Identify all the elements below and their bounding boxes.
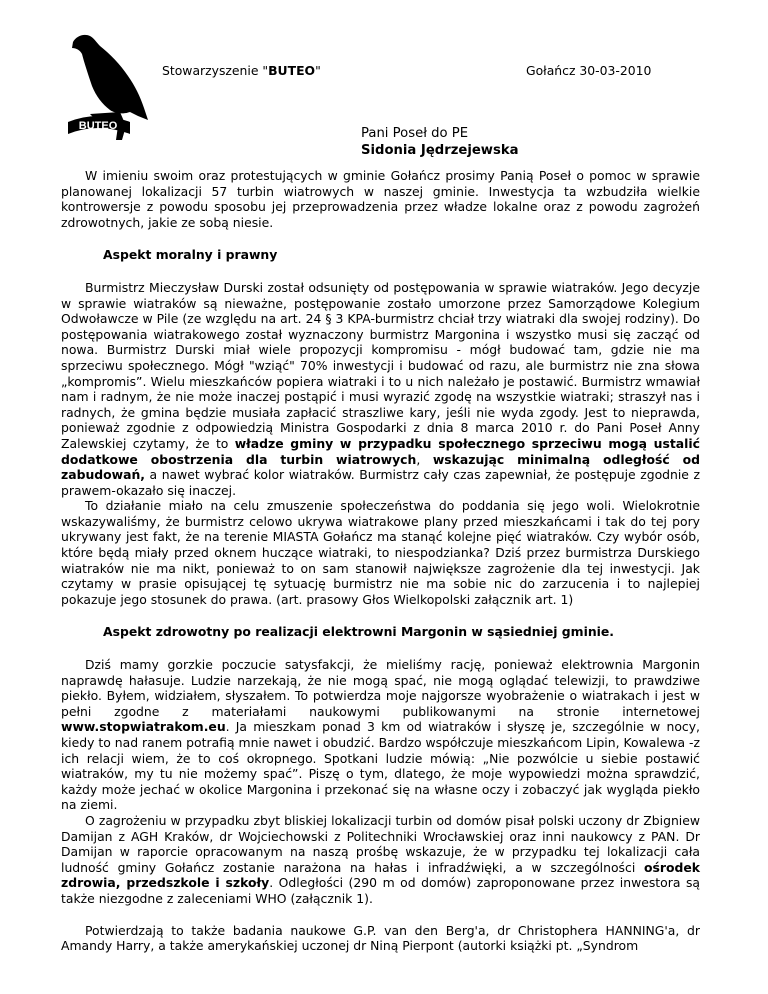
organization-name: Stowarzyszenie "BUTEO" (162, 63, 321, 78)
letter-body (61, 168, 701, 954)
section-heading-moral: Aspekt moralny i prawny (103, 247, 278, 263)
section-heading-health: Aspekt zdrowotny po realizacji elektrowni Margonin w sąsiedniej gminie. (103, 624, 614, 640)
recipient-block (361, 125, 519, 159)
health-paragraph-2: O zagrożeniu w przypadku zbyt bliskiej lokalizacji turbin od domów pisał polski uczony dr Zbigniew Damijan z AGH Kraków, dr Wojciechowski z Politechniki Wrocławskiej oraz inni naukowcy z PAN. Dr Damijan w raporcie opracowanym na naszą prośbę wskazuje, że w przypadku tej lokalizacji cała ludność gminy Gołańcz zostanie narażona na hałas i infradźwięki, a w szczególności ośrodek zdrowia, przedszkole i szkoły. Odległości (290 m od domów) zaproponowane przez inwestora są także niezgodne z zaleceniami WHO (załącznik 1). (61, 812, 700, 906)
recipient-name: Sidonia Jędrzejewska (361, 143, 519, 158)
health-paragraph-1: Dziś mamy gorzkie poczucie satysfakcji, że mieliśmy rację, ponieważ elektrownia Margonin naprawdę hałasuje. Ludzie narzekają, że nie mogą spać, nie mogą oglądać telewizji, to prawdziwe piekło. Byłem, widziałem, słyszałem. To potwierdza moje najgorsze wyobrażenie o wiatrakach i jest w pełni zgodne z materiałami naukowymi publikowanymi na stronie internetowej www.stopwiatrakom.eu. Ja mieszkam ponad 3 km od wiatraków i słyszę je, szczególnie w nocy, kiedy to nad ranem potrafią mnie nawet i obudzić. Bardzo współczuje mieszkańcom Lipin, Kowalewa -z ich relacji wiem, że to coś okropnego. Spotkani ludzie mówią: „Nie pozwólcie u siebie postawić wiatraków, my tu nie możemy spać”. Piszę o tym, dlatego, że moje wypowiedzi można sprawdzić, każdy może jechać w okolice Margonina i przekonać się na własne oczy i zobaczyć jak wygląda piekło na ziemi. (61, 657, 701, 813)
buteo-logo (60, 30, 155, 140)
place-date: Gołańcz 30-03-2010 (526, 63, 652, 78)
org-name-bold: BUTEO (268, 63, 316, 78)
moral-paragraph-1: Burmistrz Mieczysław Durski został odsunięty od postępowania w sprawie wiatraków. Jego decyzje w sprawie wiatraków są nieważne, postępowanie zostało umorzone przez Samorządowe Kolegium Odwoławcze w Pile (ze względu na art. 24 § 3 KPA-burmistrz chciał trzy wiatraki dla swojej rodziny). Do postępowania wiatrakowego został wyznaczony burmistrz Margonina i wszystko musi się zacząć od nowa. Burmistrz Durski miał wiele propozycji kompromisu - mógł budować tam, gdzie nie ma sprzeciwu społecznego. Mógł "wziąć" 70% inwestycji i budować od razu, ale burmistrz nie zna słowa „kompromis”. Wielu mieszkańców popiera wiatraki i to u nich należało je postawić. Burmistrz wmawiał nam i radnym, że nie może inaczej postąpić i musi wyrazić zgodę na wszystkie wiatraki; straszył nas i radnych, że gmina będzie musiała zapłacić straszliwe kary, jeśli nie wyda zgody. Jest to nieprawda, ponieważ zgodnie z odpowiedzią Ministra Gospodarki z dnia 8 marca 2010 r. do Pani Poseł Anny Zalewskiej czytamy, że to władze gminy w przypadku społecznego sprzeciwu mogą ustalić dodatkowe obostrzenia dla turbin wiatrowych, wskazując minimalną odległość od zabudowań, a nawet wybrać kolor wiatraków. Burmistrz cały czas zapewniał, że postępuje zgodnie z prawem-okazało się inaczej. (61, 279, 700, 498)
logo-text: BUTEO (78, 120, 118, 132)
moral-paragraph-2: To działanie miało na celu zmuszenie społeczeństwa do poddania się jego woli. Wielokrotnie wskazywaliśmy, że burmistrz celowo ukrywa wiatrakowe plany przed mieszkańcami i tak do tej pory ukrywany jest fakt, że na terenie MIASTA Gołańcz ma stanąć kolejne pięć wiatraków. Czy wybór osób, które będą miały przed oknem huczące wiatraki, to niespodzianka? Dziś przez burmistrza Durskiego wiatraków nie ma nikt, ponieważ to on sam stanowił największe zagrożenie dla tej inwestycji. Jak czytamy w prasie opisującej tę sytuację burmistrz nie ma sobie nic do zarzucenia i to najlepiej pokazuje jego stosunek do prawa. (art. prasowy Głos Wielkopolski załącznik art. 1) (61, 498, 700, 607)
website-link[interactable]: www.stopwiatrakom.eu (61, 719, 226, 735)
intro-paragraph: W imieniu swoim oraz protestujących w gminie Gołańcz prosimy Panią Poseł o pomoc w sprawie planowanej lokalizacji 57 turbin wiatrowych w naszej gminie. Inwestycja ta wzbudziła wielkie kontrowersje z powodu sposobu jej przeprowadzenia przez władze lokalne oraz z powodu zagrożeń zdrowotnych, jakie ze sobą niesie. (61, 168, 700, 230)
recipient-title: Pani Poseł do PE (361, 126, 469, 141)
health-paragraph-3: Potwierdzają to także badania naukowe G.P. van den Berg'a, dr Christophera HANNING'a, dr Amandy Harry, a także amerykańskiej uczonej dr Niną Pierpont (autorki książki pt. „Syndrom (61, 922, 700, 954)
buzzard-silhouette-icon (72, 35, 148, 120)
